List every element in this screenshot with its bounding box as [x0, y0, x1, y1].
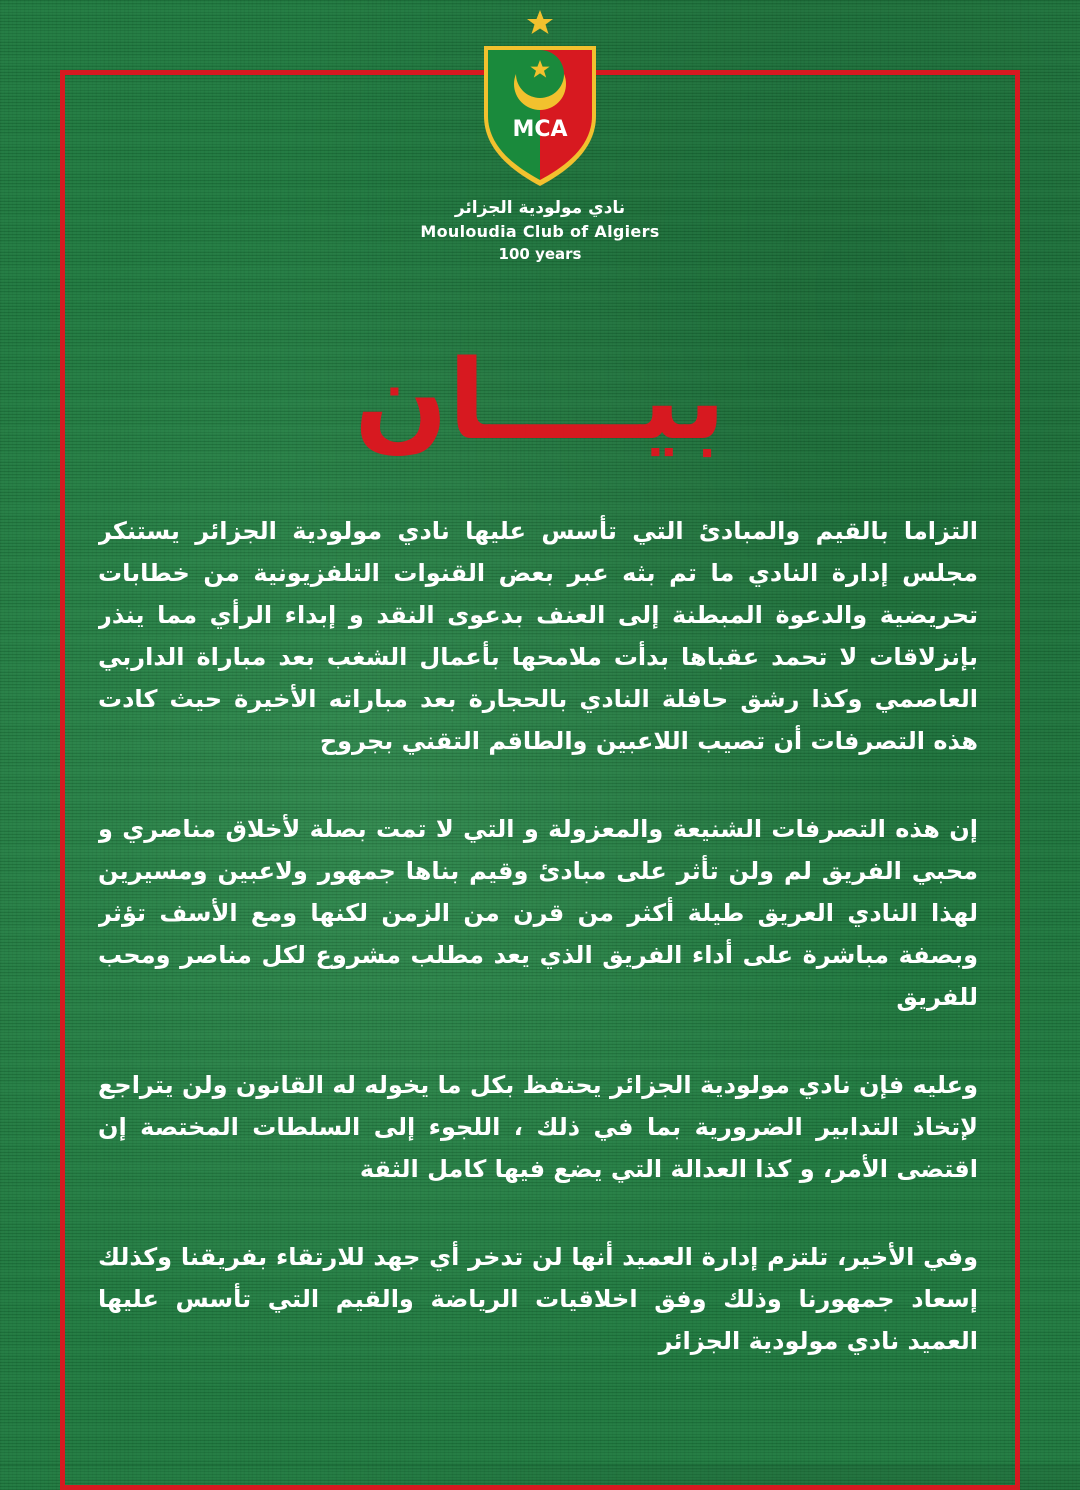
statement-paragraph: إن هذه التصرفات الشنيعة والمعزولة و التي لا تمت بصلة لأخلاق مناصري و محبي الفريق لم ولن تأثر على مبادئ وقيم بناها جمهور ولاعبين ومسيرين لهذا النادي العريق طيلة أكثر من قرن من الزمن لكنها ومع الأسف تؤثر وبصفة مباشرة على أداء الفريق الذي يعد مطلب مشروع لكل مناصر ومحب للفريق — [98, 815, 978, 1011]
crescent-icon — [514, 50, 566, 110]
statement-body — [98, 510, 978, 1390]
club-crest — [478, 8, 602, 188]
club-name-arabic: نادي مولودية الجزائر — [454, 198, 626, 218]
crest-monogram: MCA — [512, 117, 568, 142]
statement-paragraph: التزاما بالقيم والمبادئ التي تأسس عليها نادي مولودية الجزائر يستنكر مجلس إدارة النادي ما تم بثه عبر بعض القنوات التلفزيونية من خطابات تحريضية والدعوة المبطنة إلى العنف بدعوى النقد و إبداء الرأي مما ينذر بإنزلاقات لا تحمد عقباها بدأت ملامحها بأعمال الشغب بعد مباراة الداربي العاصمي وكذا رشق حافلة النادي بالحجارة بعد مباراته الأخيرة حيث كادت هذه التصرفات أن تصيب اللاعبين والطاقم التقني بجروح — [98, 517, 978, 755]
statement-heading: بيــــان — [354, 336, 726, 464]
star-icon — [527, 10, 553, 34]
club-anniversary: 100 years — [498, 245, 582, 263]
statement-paragraph: وعليه فإن نادي مولودية الجزائر يحتفظ بكل ما يخوله له القانون ولن يتراجع لإتخاذ التدابير الضرورية بما في ذلك ، اللجوء إلى السلطات المختصة إن اقتضى الأمر، و كذا العدالة التي يضع فيها كامل الثقة — [98, 1071, 978, 1183]
statement-paragraph: وفي الأخير، تلتزم إدارة العميد أنها لن تدخر أي جهد للارتقاء بفريقنا وكذلك إسعاد جمهورنا وذلك وفق اخلاقيات الرياضة والقيم التي تأسس عليها العميد نادي مولودية الجزائر — [98, 1243, 978, 1355]
club-name-english: Mouloudia Club of Algiers — [420, 222, 660, 241]
